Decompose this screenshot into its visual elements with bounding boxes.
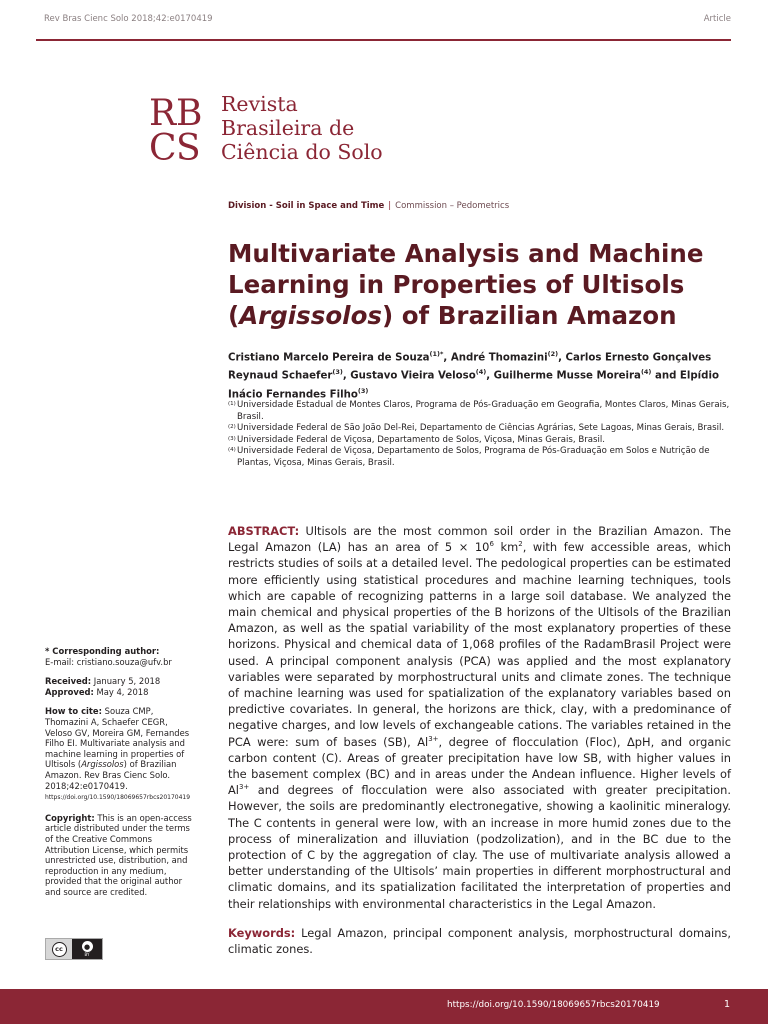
how-to-cite-text: Souza CMP, Thomazini A, Schaefer CEGR, Veloso GV, Moreira GM, Fernandes Filho EI. Multivariate analysis and machine learning in properties of Ultisols ( xyxy=(45,706,190,770)
how-to-cite xyxy=(45,706,195,803)
how-to-cite-text: ) of Brazilian Amazon. Rev Bras Cienc Solo. 2018;42:e0170419. xyxy=(45,759,177,791)
author-separator: , xyxy=(486,370,494,382)
dates xyxy=(45,676,195,697)
division-separator: | xyxy=(388,201,392,211)
person-icon: ● xyxy=(82,941,93,952)
division-label: Division - Soil in Space and Time xyxy=(228,201,385,211)
cc-by-icon[interactable] xyxy=(45,938,103,960)
abstract-text: , degree of flocculation (Floc), ΔpH, and organic carbon content (C). Areas of greater precipitation have low SB, with higher values in the basement complex (BC) and in areas under the Andean influence. Higher levels of Al xyxy=(228,734,731,798)
journal-logo xyxy=(148,92,418,166)
affiliation-mark: (3) xyxy=(228,435,236,442)
journal-name-line2: Brasileira de xyxy=(221,116,355,140)
cc-circle-icon: cc xyxy=(52,942,67,957)
cc-section xyxy=(46,939,72,959)
author-affiliation-mark: (4) xyxy=(475,368,487,377)
affiliation-text: Universidade Estadual de Montes Claros, Programa de Pós-Graduação em Geografia, Montes Claros, Minas Gerais, Brasil. xyxy=(237,400,730,422)
logo-letter-r: R xyxy=(149,93,177,134)
title-part2: ) of Brazilian Amazon xyxy=(382,301,677,330)
author-name: Gustavo Vieira Veloso xyxy=(350,370,476,382)
affiliation-mark: (4) xyxy=(228,447,236,453)
title-part1: Multivariate Analysis and Machine Learning in Properties of Ultisols ( xyxy=(228,239,704,330)
logo-letter-b: B xyxy=(176,93,203,134)
affiliation-item xyxy=(228,400,733,423)
journal-name-line3: Ciência do Solo xyxy=(221,140,383,164)
abstract-text: and degrees of flocculation were also associated with greater precipitation. However, the soils are predominantly electronegative, showing a kaolinitic mineralogy. The C contents in general were low, with an increase in more humid zones due to the process of mineralization and illuviation (podzolization), and in the BC due to the protection of C by the aggregation of clay. The use of multivariate analysis allowed a better understanding of the Ultisols’ main properties in different morphostructural and climatic domains, and its spatialization facilitated the interpretation of properties and their relationships with environmental characteristics in the Legal Amazon. xyxy=(228,783,731,911)
author-affiliation-mark: (4) xyxy=(640,368,652,377)
received-date: January 5, 2018 xyxy=(91,676,161,687)
article-type: Article xyxy=(703,14,731,24)
affiliation-item xyxy=(228,435,733,447)
affiliation-text: Universidade Federal de São João Del-Rei, Departamento de Ciências Agrárias, Sete Lagoas, Minas Gerais, Brasil. xyxy=(237,423,725,433)
author-separator: and xyxy=(651,370,680,382)
journal-reference: Rev Bras Cienc Solo 2018;42:e0170419 xyxy=(44,14,213,24)
received-label: Received: xyxy=(45,676,92,687)
footer-doi-link[interactable]: https://doi.org/10.1590/18069657rbcs20170419 xyxy=(447,1000,660,1010)
commission-label: Commission – Pedometrics xyxy=(395,201,510,211)
affiliation-text: Universidade Federal de Viçosa, Departamento de Solos, Viçosa, Minas Gerais, Brasil. xyxy=(237,434,606,445)
page-header xyxy=(0,0,768,40)
abstract xyxy=(228,523,731,912)
copyright-label: Copyright: xyxy=(45,812,95,823)
abstract-superscript: 2 xyxy=(518,540,523,549)
author-separator: , xyxy=(558,352,566,364)
author-name: Carlos Ernesto Gonçalves Reynaud Schaefer xyxy=(228,352,712,382)
corresponding-email[interactable]: E-mail: cristiano.souza@ufv.br xyxy=(45,656,172,667)
affiliation-list xyxy=(228,400,733,469)
author-separator: , xyxy=(443,352,451,364)
author-affiliation-mark: (1)* xyxy=(429,350,444,358)
author-affiliation-mark: (2) xyxy=(547,350,559,358)
division-line xyxy=(228,201,509,211)
keywords-label: Keywords: xyxy=(228,926,296,940)
copyright xyxy=(45,813,195,898)
how-to-cite-doi-link[interactable]: https://doi.org/10.1590/18069657rbcs20170419 xyxy=(45,794,191,802)
author-name: Elpídio Inácio Fernandes Filho xyxy=(228,370,719,401)
affiliation-mark: (2) xyxy=(228,424,236,430)
keywords-text: Legal Amazon, principal component analysis, morphostructural domains, climatic zones. xyxy=(228,926,731,957)
abstract-text: , with few accessible areas, which restricts studies of soils at a detailed level. The pedological properties can be estimated more efficiently using statistical procedures and machine learning techniques, tools which are capable of recognizing patterns in a large soil database. We analyzed the main chemical and physical properties of the B horizons of the Ultisols of the Brazilian Amazon, as well as the spatial variability of the most explanatory properties of these horizons. Physical and chemical data of 1,068 profiles of the RadamBrasil Project were used. A principal component analysis (PCA) was applied and the most explanatory variables were separated by morphostructural units and climate zones. The technique of machine learning was used for spatialization of the explanatory variables based on predictive covariates. In general, the horizons are thick, clay, with a predominance of negative charges, and low levels of exchangeable cations. The variables retained in the PCA were: sum of bases (SB), Al xyxy=(228,540,731,749)
article-title xyxy=(228,238,733,331)
corresponding-author xyxy=(45,646,195,667)
logo-letter-c: C xyxy=(149,128,177,164)
affiliation-text: Universidade Federal de Viçosa, Departamento de Solos, Programa de Pós-Graduação em Solos e Nutrição de Plantas, Viçosa, Minas Gerais, Brasil. xyxy=(237,446,710,468)
approved-label: Approved: xyxy=(45,686,94,697)
article-sidebar xyxy=(45,646,195,906)
by-label: BY xyxy=(84,952,90,957)
by-section xyxy=(72,941,102,957)
how-to-cite-label: How to cite: xyxy=(45,706,102,717)
affiliation-item xyxy=(228,423,733,435)
abstract-superscript: 6 xyxy=(489,540,494,549)
affiliation-mark: (1) xyxy=(228,401,236,407)
abstract-label: ABSTRACT: xyxy=(228,524,300,538)
abstract-text: Ultisols are the most common soil order in the Brazilian Amazon. The Legal Amazon (LA) has an area of 5 × 10 xyxy=(228,524,731,555)
title-italic: Argissolos xyxy=(239,301,382,330)
abstract-text: km xyxy=(493,540,519,555)
page-number: 1 xyxy=(724,999,731,1010)
author-separator: , xyxy=(342,370,351,382)
author-affiliation-mark: (3) xyxy=(357,386,369,395)
author-name: Guilherme Musse Moreira xyxy=(493,370,641,382)
author-name: Cristiano Marcelo Pereira de Souza xyxy=(228,352,430,364)
rbcs-logo-icon xyxy=(148,92,212,164)
affiliation-item xyxy=(228,446,733,469)
how-to-cite-italic: Argissolos xyxy=(81,759,124,770)
journal-name xyxy=(221,92,383,164)
author-affiliation-mark: (3) xyxy=(332,368,343,377)
journal-name-line1: Revista xyxy=(221,92,298,116)
author-name: André Thomazini xyxy=(450,352,548,364)
abstract-superscript: 3+ xyxy=(428,734,439,743)
approved-date: May 4, 2018 xyxy=(93,686,149,697)
copyright-text: This is an open-access article distributed under the terms of the Creative Commons Attribution License, which permits unrestricted use, distribution, and reproduction in any medium, provided that the original author and source are credited. xyxy=(45,812,192,897)
header-divider xyxy=(36,39,731,41)
abstract-superscript: 3+ xyxy=(238,783,250,792)
page-footer xyxy=(0,989,768,1024)
author-list xyxy=(228,347,733,402)
logo-letter-s: S xyxy=(176,128,201,164)
corresponding-author-label: * Corresponding author: xyxy=(45,646,160,656)
keywords xyxy=(228,925,731,957)
